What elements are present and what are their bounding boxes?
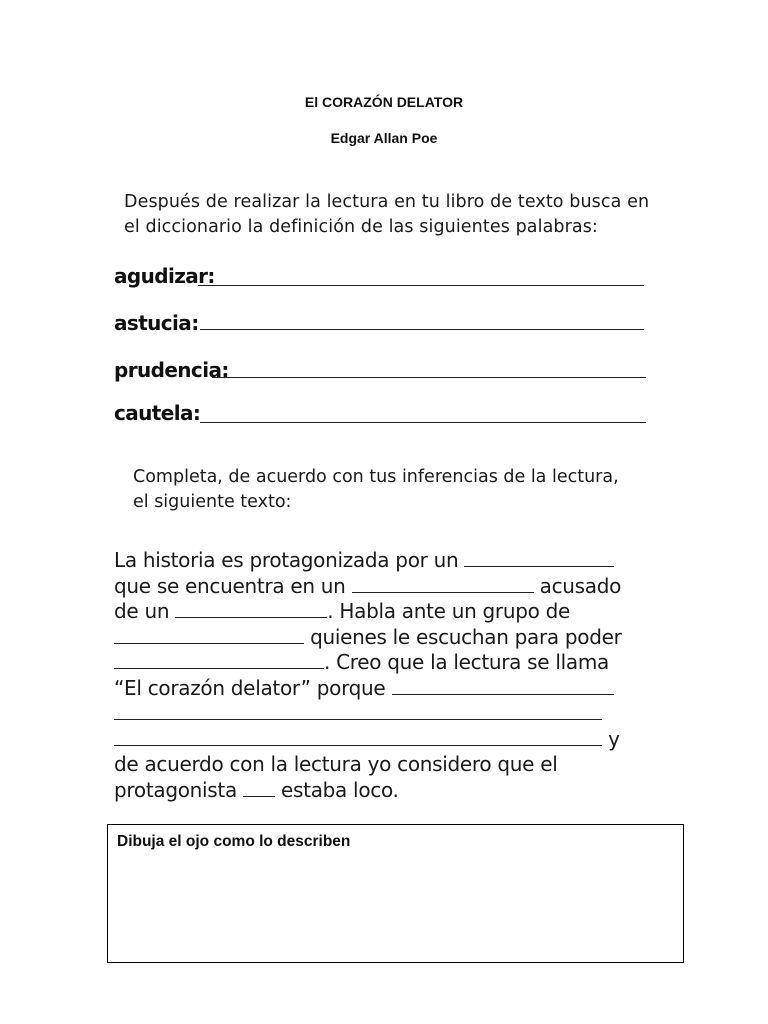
paragraph-line bbox=[114, 548, 614, 574]
answer-blank[interactable] bbox=[464, 548, 614, 567]
answer-blank[interactable] bbox=[114, 701, 602, 720]
paragraph-line bbox=[114, 650, 609, 676]
vocab-term: cautela: bbox=[114, 401, 201, 425]
definition-line-prudencia[interactable] bbox=[212, 377, 646, 378]
paragraph-text: “El corazón delator” porque bbox=[114, 675, 386, 700]
completion-instructions bbox=[133, 465, 693, 515]
definition-line-astucia[interactable] bbox=[200, 329, 644, 330]
vocab-term: astucia: bbox=[114, 311, 199, 335]
paragraph-text: . Habla ante un grupo de bbox=[327, 599, 570, 623]
paragraph-line bbox=[114, 574, 621, 600]
paragraph-text: . Creo que la lectura se llama bbox=[324, 650, 609, 674]
paragraph-text: de acuerdo con la lectura yo considero que el bbox=[114, 752, 558, 776]
paragraph-text: La historia es protagonizada por un bbox=[114, 548, 459, 572]
worksheet-title: El CORAZÓN DELATOR bbox=[304, 94, 464, 110]
answer-blank[interactable] bbox=[114, 650, 324, 669]
paragraph-line bbox=[114, 676, 614, 702]
paragraph-text: acusado bbox=[539, 573, 622, 598]
paragraph-text: y bbox=[608, 726, 620, 751]
answer-blank[interactable] bbox=[175, 599, 327, 618]
drawing-box[interactable] bbox=[107, 824, 684, 963]
paragraph-line bbox=[114, 778, 399, 804]
definition-line-cautela[interactable] bbox=[200, 422, 646, 423]
paragraph-line bbox=[114, 701, 602, 727]
paragraph-text: que se encuentra en un bbox=[114, 573, 346, 598]
paragraph-line bbox=[114, 599, 570, 625]
author-name: Edgar Allan Poe bbox=[330, 130, 438, 146]
instruction-line: el diccionario la definición de las siguientes palabras: bbox=[124, 217, 598, 237]
paragraph-text: estaba loco. bbox=[281, 777, 399, 802]
answer-blank[interactable] bbox=[243, 778, 275, 797]
answer-blank[interactable] bbox=[392, 676, 614, 695]
vocab-term: prudencia: bbox=[114, 358, 229, 382]
answer-blank[interactable] bbox=[352, 574, 534, 593]
answer-blank[interactable] bbox=[114, 727, 602, 746]
paragraph-text: protagonista bbox=[114, 777, 237, 802]
fill-in-paragraph bbox=[114, 548, 674, 808]
instruction-line: el siguiente texto: bbox=[133, 492, 292, 512]
vocabulary-instructions bbox=[124, 190, 684, 240]
vocab-term: agudizar: bbox=[114, 264, 215, 288]
paragraph-line bbox=[114, 752, 557, 778]
paragraph-line bbox=[114, 727, 620, 753]
answer-blank[interactable] bbox=[114, 625, 304, 644]
instruction-line: Después de realizar la lectura en tu libro de texto busca en bbox=[124, 192, 650, 212]
instruction-line: Completa, de acuerdo con tus inferencias de la lectura, bbox=[133, 467, 619, 487]
paragraph-line bbox=[114, 625, 622, 651]
drawing-box-label: Dibuja el ojo como lo describen bbox=[117, 833, 351, 850]
paragraph-text: quienes le escuchan para poder bbox=[310, 624, 622, 649]
definition-line-agudizar[interactable] bbox=[198, 285, 644, 286]
paragraph-text: de un bbox=[114, 599, 170, 623]
